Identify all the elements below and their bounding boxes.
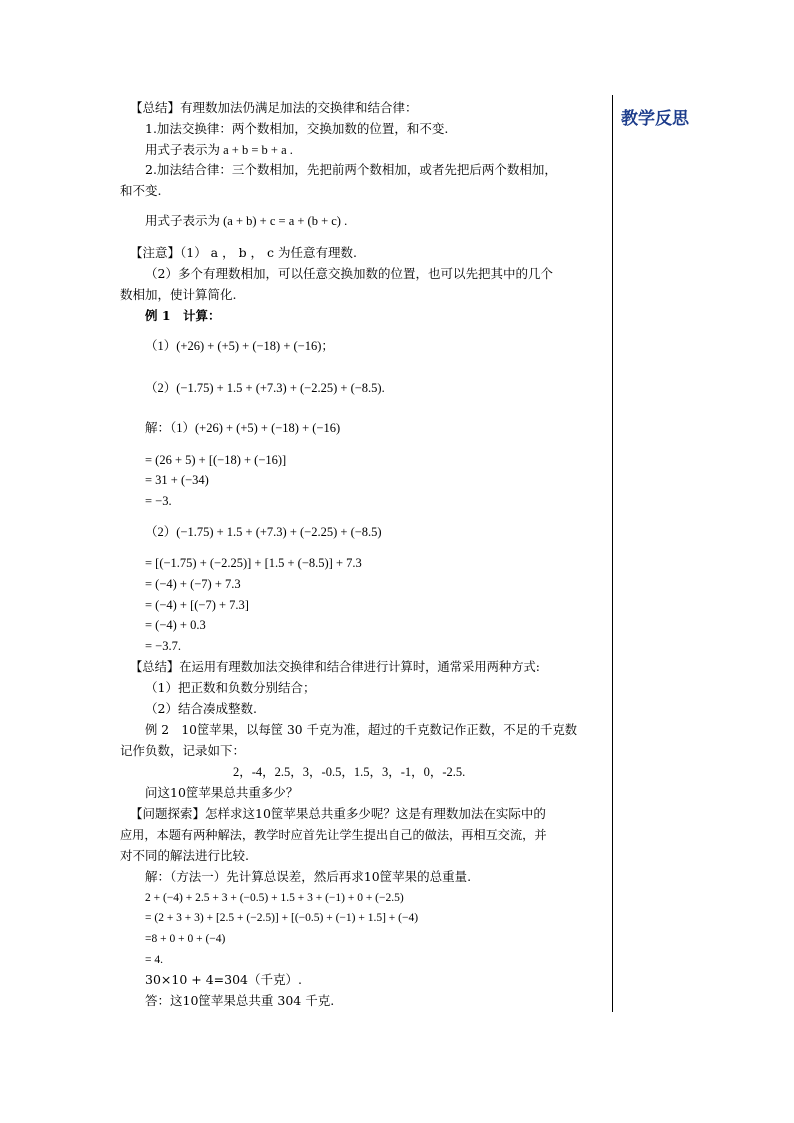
exploration-line-1: 【问题探索】怎样求这10筐苹果总共重多少呢？这是有理数加法在实际中的 bbox=[130, 806, 546, 821]
solution-2-line-2: = [(−1.75) + (−2.25)] + [1.5 + (−8.5)] + 7.3 bbox=[145, 556, 362, 570]
note-2-cont: 数相加，使计算简化. bbox=[120, 287, 237, 302]
associative-formula: 用式子表示为 (a + b) + c = a + (b + c) . bbox=[145, 214, 348, 228]
solution-2-line-4: = (−4) + [(−7) + 7.3] bbox=[145, 598, 249, 612]
commutative-formula: 用式子表示为 a + b = b + a . bbox=[145, 143, 293, 157]
solution-1-line-1: 解：（1）(+26) + (+5) + (−18) + (−16) bbox=[145, 421, 341, 435]
summary-2-item-1: （1）把正数和负数分别结合； bbox=[145, 680, 316, 695]
method-1-line-2: = (2 + 3 + 3) + [2.5 + (−2.5)] + [(−0.5) + (−1) + 1.5] + (−4) bbox=[145, 912, 419, 924]
commutative-law: 1.加法交换律：两个数相加，交换加数的位置，和不变. bbox=[145, 121, 449, 136]
note-2: （2）多个有理数相加，可以任意交换加数的位置，也可以先把其中的几个 bbox=[145, 266, 553, 281]
solution-2-line-1: （2）(−1.75) + 1.5 + (+7.3) + (−2.25) + (−8.5) bbox=[145, 525, 382, 539]
solution-2-line-5: = (−4) + 0.3 bbox=[145, 618, 206, 632]
associative-law-cont: 和不变. bbox=[120, 183, 162, 198]
summary-heading: 【总结】有理数加法仍满足加法的交换律和结合律： bbox=[130, 100, 418, 115]
example-2-cont: 记作负数，记录如下： bbox=[120, 743, 246, 758]
teaching-reflection-heading: 教学反思 bbox=[621, 109, 689, 129]
example-1-heading: 例 1 计算： bbox=[145, 308, 221, 323]
method-1-line-4: = 4. bbox=[145, 954, 163, 966]
solution-1-line-3: = 31 + (−34) bbox=[145, 473, 209, 487]
example-1-q1: （1）(+26) + (+5) + (−18) + (−16)； bbox=[145, 339, 334, 353]
example-2-question: 问这10筐苹果总共重多少？ bbox=[145, 785, 299, 800]
note-1: 【注意】（1） a ， b ， c 为任意有理数. bbox=[130, 245, 357, 260]
method-1-total: 30×10 + 4=304（千克）. bbox=[145, 972, 302, 987]
summary-2-item-2: （2）结合凑成整数. bbox=[145, 701, 257, 716]
solution-2-line-6: = −3.7. bbox=[145, 639, 181, 653]
example-1-q2: （2）(−1.75) + 1.5 + (+7.3) + (−2.25) + (−8.5). bbox=[145, 381, 385, 395]
method-1-line-3: =8 + 0 + 0 + (−4) bbox=[145, 933, 226, 945]
exploration-line-2: 应用，本题有两种解法，教学时应首先让学生提出自己的做法，再相互交流，并 bbox=[120, 828, 547, 842]
solution-2-line-3: = (−4) + (−7) + 7.3 bbox=[145, 577, 241, 591]
method-1-intro: 解：（方法一）先计算总误差，然后再求10筐苹果的总重量. bbox=[145, 869, 472, 884]
exploration-line-3: 对不同的解法进行比较. bbox=[120, 848, 249, 863]
answer: 答：这10筐苹果总共重 304 千克. bbox=[145, 993, 335, 1008]
solution-1-line-4: = −3. bbox=[145, 494, 172, 508]
column-divider bbox=[612, 95, 613, 1012]
solution-1-line-2: = (26 + 5) + [(−18) + (−16)] bbox=[145, 453, 287, 467]
associative-law: 2.加法结合律：三个数相加，先把前两个数相加，或者先把后两个数相加， bbox=[145, 162, 557, 177]
summary-2-heading: 【总结】在运用有理数加法交换律和结合律进行计算时，通常采用两种方式: bbox=[130, 660, 540, 674]
example-2-heading: 例 2 10筐苹果，以每筐 30 千克为准，超过的千克数记作正数，不足的千克数 bbox=[145, 723, 578, 737]
method-1-line-1: 2 + (−4) + 2.5 + 3 + (−0.5) + 1.5 + 3 + (−1) + 0 + (−2.5) bbox=[145, 892, 404, 904]
example-2-data: 2，-4，2.5，3，-0.5，1.5，3，-1，0，-2.5. bbox=[233, 765, 466, 779]
